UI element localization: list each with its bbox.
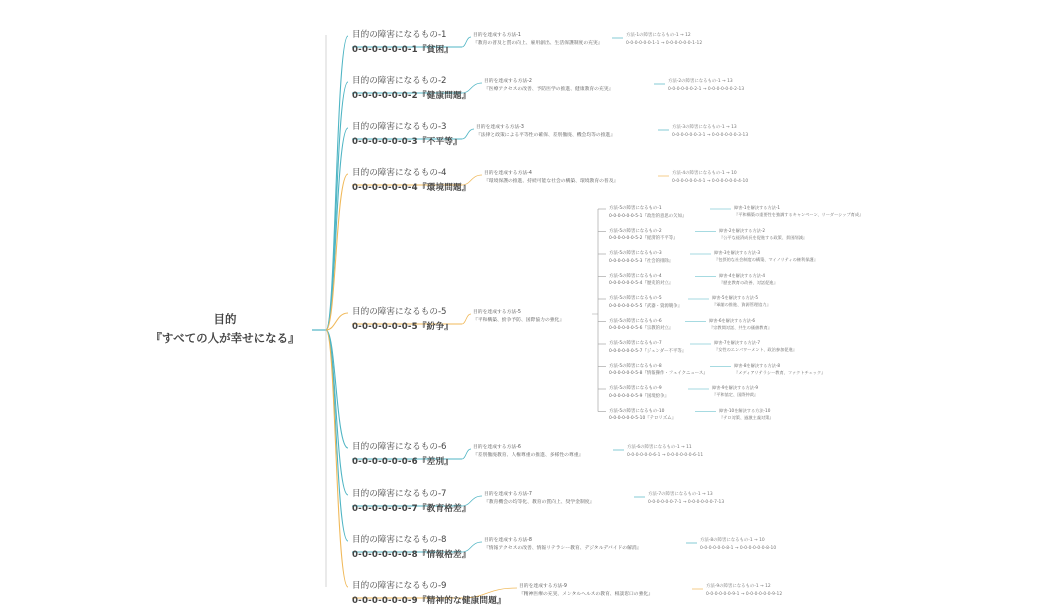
obstacle-3-node[interactable]: [352, 120, 462, 150]
sub-obstacle-label: 方法-9の障害になるもの-1 → 12: [706, 584, 771, 589]
solution-label: 障害-7を解決する方法-7: [714, 340, 761, 345]
expanded-bracket: [592, 209, 598, 412]
war-obstacle-6-node[interactable]: [609, 318, 673, 333]
method-label: 目的を達成する方法-8: [484, 538, 532, 543]
solution-label: 障害-8を解決する方法-8: [734, 362, 781, 368]
war-obstacle-label: 方法-5の障害になるもの-9: [609, 386, 662, 391]
method-text: 『差別撤廃教育、人権尊重の推進、多様性の尊重』: [473, 453, 584, 458]
obstacle-2-node[interactable]: [352, 74, 471, 104]
solution-text: 『宗教間対話、共生の価値教育』: [709, 324, 772, 330]
obstacle-title: 目的の障害になるもの-5: [352, 307, 447, 317]
war-obstacle-4-node[interactable]: [609, 273, 673, 288]
solution-label: 障害-9を解決する方法-9: [712, 385, 759, 390]
war-obstacle-label: 方法-5の障害になるもの-2: [609, 228, 662, 234]
sub-obstacle-6-node[interactable]: [627, 444, 703, 459]
method-text: 『情報アクセスの改善、情報リテラシー教育、デジタルデバイドの解消』: [484, 546, 642, 551]
war-solution-4-node[interactable]: [719, 272, 778, 286]
war-obstacle-label: 方法-5の障害になるもの-8: [609, 363, 662, 369]
method-6-node[interactable]: [473, 444, 583, 460]
solution-text: 『軍縮の推進、資源管理協力』: [712, 302, 771, 307]
sub-obstacle-3-node[interactable]: [672, 124, 748, 139]
sub-obstacle-label: 方法-6の障害になるもの-1 → 11: [627, 445, 692, 450]
sub-obstacle-code: 0-0-0-0-0-0-1-1 → 0-0-0-0-0-0-1-12: [626, 40, 703, 46]
solution-label: 障害-4を解決する方法-4: [719, 272, 766, 278]
method-text: 『法律と政策による平等性の確保、差別撤廃、機会均等の推進』: [476, 133, 616, 138]
method-text: 『環境保護の推進、持続可能な社会の構築、環境教育の普及』: [484, 179, 619, 184]
war-obstacle-code: 0-0-0-0-0-0-5-9『国境紛争』: [609, 393, 669, 399]
obstacle-code: 0-0-0-0-0-0-6『差別』: [352, 457, 454, 467]
sub-obstacle-label: 方法-1の障害になるもの-1 → 12: [626, 33, 691, 38]
solution-label: 障害-6を解決する方法-6: [709, 317, 756, 323]
root-title: 目的: [213, 312, 237, 326]
method-8-node[interactable]: [484, 537, 642, 553]
war-obstacle-label: 方法-5の障害になるもの-7: [609, 341, 662, 346]
sub-obstacle-2-node[interactable]: [668, 78, 744, 93]
obstacle-title: 目的の障害になるもの-9: [352, 581, 447, 591]
method-5-connector: [462, 314, 471, 324]
sub-obstacle-code: 0-0-0-0-0-0-3-1 → 0-0-0-0-0-0-3-13: [672, 132, 749, 138]
solution-label: 障害-10を解決する方法-10: [719, 407, 771, 413]
obstacle-code: 0-0-0-0-0-0-9『精神的な健康問題』: [352, 596, 506, 606]
obstacle-code: 0-0-0-0-0-0-2『健康問題』: [352, 91, 471, 101]
solution-text: 『テロ対策、過激主義対策』: [719, 414, 774, 420]
method-4-node[interactable]: [484, 170, 618, 186]
method-text: 『教育の普及と質の向上、雇用創出、生活保護制度の充実』: [473, 41, 603, 46]
obstacle-4-node[interactable]: [352, 166, 471, 196]
method-text: 『精神医療の充実、メンタルヘルスの教育、相談窓口の強化』: [519, 592, 653, 597]
obstacle-8-node[interactable]: [352, 533, 471, 563]
war-solution-10-node[interactable]: [719, 407, 773, 421]
war-obstacle-code: 0-0-0-0-0-0-5-3『社会的排除』: [609, 258, 674, 264]
sub-obstacle-code: 0-0-0-0-0-0-4-1 → 0-0-0-0-0-0-4-10: [672, 178, 749, 184]
war-obstacle-code: 0-0-0-0-0-0-5-5『武器・資源競争』: [609, 303, 682, 309]
obstacle-title: 目的の障害になるもの-2: [352, 76, 447, 86]
solution-text: 『平和協定、国際仲裁』: [712, 392, 759, 397]
root-subtitle: 『すべての人が幸せになる』: [150, 331, 300, 345]
method-label: 目的を達成する方法-1: [473, 33, 521, 38]
sub-obstacle-code: 0-0-0-0-0-0-2-1 → 0-0-0-0-0-0-2-13: [668, 86, 745, 92]
method-text: 『医療アクセスの改善、予防医学の推進、健康教育の充実』: [484, 87, 614, 92]
method-9-node[interactable]: [519, 583, 653, 599]
obstacle-title: 目的の障害になるもの-8: [352, 535, 447, 545]
sub-obstacle-code: 0-0-0-0-0-0-6-1 → 0-0-0-0-0-0-6-11: [627, 452, 704, 458]
sub-obstacle-label: 方法-8の障害になるもの-1 → 10: [700, 538, 765, 543]
war-solution-3-node[interactable]: [714, 249, 818, 263]
war-obstacle-2-node[interactable]: [609, 228, 678, 243]
war-obstacle-code: 0-0-0-0-0-0-5-1『政治的意思の欠如』: [609, 213, 687, 219]
obstacle-7-node[interactable]: [352, 487, 471, 517]
war-obstacle-code: 0-0-0-0-0-0-5-6『宗教的対立』: [609, 326, 674, 331]
method-label: 目的を達成する方法-4: [484, 171, 532, 176]
method-1-node[interactable]: [473, 32, 603, 48]
obstacle-1-node[interactable]: [352, 28, 453, 58]
sub-obstacle-code: 0-0-0-0-0-0-9-1 → 0-0-0-0-0-0-9-12: [706, 591, 783, 597]
war-solution-1-node[interactable]: [734, 204, 863, 218]
war-obstacle-9-node[interactable]: [609, 385, 669, 400]
solution-label: 障害-3を解決する方法-3: [714, 250, 761, 255]
war-obstacle-7-node[interactable]: [609, 340, 686, 355]
method-label: 目的を達成する方法-5: [473, 310, 521, 315]
sub-obstacle-9-node[interactable]: [706, 583, 782, 598]
sub-obstacle-label: 方法-3の障害になるもの-1 → 13: [672, 125, 737, 130]
war-obstacle-8-node[interactable]: [609, 363, 708, 378]
war-obstacle-label: 方法-5の障害になるもの-5: [609, 296, 662, 301]
war-obstacle-3-node[interactable]: [609, 250, 673, 265]
obstacle-5-node[interactable]: [352, 305, 453, 335]
obstacle-code: 0-0-0-0-0-0-1『貧困』: [352, 45, 454, 55]
war-solution-7-node[interactable]: [714, 339, 797, 353]
obstacle-title: 目的の障害になるもの-4: [352, 168, 447, 178]
solution-text: 『女性のエンパワーメント、政治参加促進』: [714, 347, 797, 352]
method-5-node[interactable]: [473, 309, 564, 325]
war-obstacle-code: 0-0-0-0-0-0-5-10『テロリズム』: [609, 416, 676, 421]
method-2-node[interactable]: [484, 78, 613, 94]
war-obstacle-10-node[interactable]: [609, 408, 676, 423]
obstacle-9-node[interactable]: [352, 579, 506, 609]
method-6-connector: [462, 449, 471, 459]
sub-obstacle-7-node[interactable]: [648, 491, 724, 506]
obstacle-8-connector: [326, 330, 348, 541]
solution-text: 『歴史教育の改善、対話促進』: [719, 279, 778, 285]
method-text: 『平和構築、紛争予防、国際協力の強化』: [473, 318, 565, 323]
method-label: 目的を達成する方法-7: [484, 492, 532, 497]
sub-obstacle-label: 方法-2の障害になるもの-1 → 13: [668, 79, 733, 84]
solution-label: 障害-2を解決する方法-2: [719, 227, 766, 233]
method-label: 目的を達成する方法-6: [473, 445, 521, 450]
sub-obstacle-code: 0-0-0-0-0-0-8-1 → 0-0-0-0-0-0-8-10: [700, 545, 777, 551]
war-obstacle-5-node[interactable]: [609, 295, 682, 310]
war-solution-9-node[interactable]: [712, 384, 758, 398]
war-solution-2-node[interactable]: [719, 227, 807, 241]
obstacle-title: 目的の障害になるもの-7: [352, 489, 447, 499]
sub-obstacle-4-node[interactable]: [672, 170, 748, 185]
obstacle-code: 0-0-0-0-0-0-8『情報格差』: [352, 550, 471, 560]
method-1-connector: [462, 37, 471, 47]
root-node[interactable]: [140, 310, 310, 348]
sub-obstacle-label: 方法-4の障害になるもの-1 → 10: [672, 171, 737, 176]
solution-text: 『メディアリテラシー教育、ファクトチェック』: [734, 369, 826, 375]
solution-text: 『包摂的な社会制度の構築、マイノリティの権利保護』: [714, 257, 818, 262]
method-label: 目的を達成する方法-2: [484, 79, 532, 84]
method-7-node[interactable]: [484, 491, 594, 507]
obstacle-title: 目的の障害になるもの-3: [352, 122, 447, 132]
obstacle-code: 0-0-0-0-0-0-3『不平等』: [352, 137, 462, 147]
solution-text: 『公平な経済成長を促進する政策、貧困削減』: [719, 234, 807, 240]
war-obstacle-label: 方法-5の障害になるもの-4: [609, 273, 662, 279]
war-solution-8-node[interactable]: [734, 362, 825, 376]
method-3-node[interactable]: [476, 124, 615, 140]
war-obstacle-label: 方法-5の障害になるもの-10: [609, 408, 665, 414]
war-obstacle-label: 方法-5の障害になるもの-1: [609, 206, 662, 211]
war-obstacle-1-node[interactable]: [609, 205, 686, 220]
obstacle-code: 0-0-0-0-0-0-7『教育格差』: [352, 504, 471, 514]
solution-label: 障害-1を解決する方法-1: [734, 205, 781, 210]
method-text: 『教育機会の均等化、教育の質向上、奨学金制度』: [484, 500, 595, 505]
obstacle-title: 目的の障害になるもの-6: [352, 442, 447, 452]
war-obstacle-label: 方法-5の障害になるもの-6: [609, 318, 662, 324]
obstacle-code: 0-0-0-0-0-0-5『紛争』: [352, 322, 454, 332]
obstacle-title: 目的の障害になるもの-1: [352, 30, 447, 40]
method-label: 目的を達成する方法-3: [476, 125, 524, 130]
obstacle-code: 0-0-0-0-0-0-4『環境問題』: [352, 183, 471, 193]
war-obstacle-code: 0-0-0-0-0-0-5-2『経済的不平等』: [609, 236, 678, 241]
sub-obstacle-8-node[interactable]: [700, 537, 776, 552]
war-obstacle-code: 0-0-0-0-0-0-5-8『情報操作・フェイクニュース』: [609, 371, 708, 376]
solution-text: 『平和構築の重要性を強調するキャンペーン、リーダーシップ育成』: [734, 212, 864, 217]
war-obstacle-code: 0-0-0-0-0-0-5-4『歴史的対立』: [609, 281, 674, 286]
method-label: 目的を達成する方法-9: [519, 584, 567, 589]
method-3-connector: [462, 129, 474, 139]
war-solution-6-node[interactable]: [709, 317, 772, 331]
war-solution-5-node[interactable]: [712, 294, 771, 308]
war-obstacle-code: 0-0-0-0-0-0-5-7『ジェンダー不平等』: [609, 348, 687, 354]
sub-obstacle-code: 0-0-0-0-0-0-7-1 → 0-0-0-0-0-0-7-13: [648, 499, 725, 505]
war-obstacle-label: 方法-5の障害になるもの-3: [609, 251, 662, 256]
solution-label: 障害-5を解決する方法-5: [712, 295, 759, 300]
obstacle-6-node[interactable]: [352, 440, 453, 470]
sub-obstacle-1-node[interactable]: [626, 32, 702, 47]
sub-obstacle-label: 方法-7の障害になるもの-1 → 13: [648, 492, 713, 497]
